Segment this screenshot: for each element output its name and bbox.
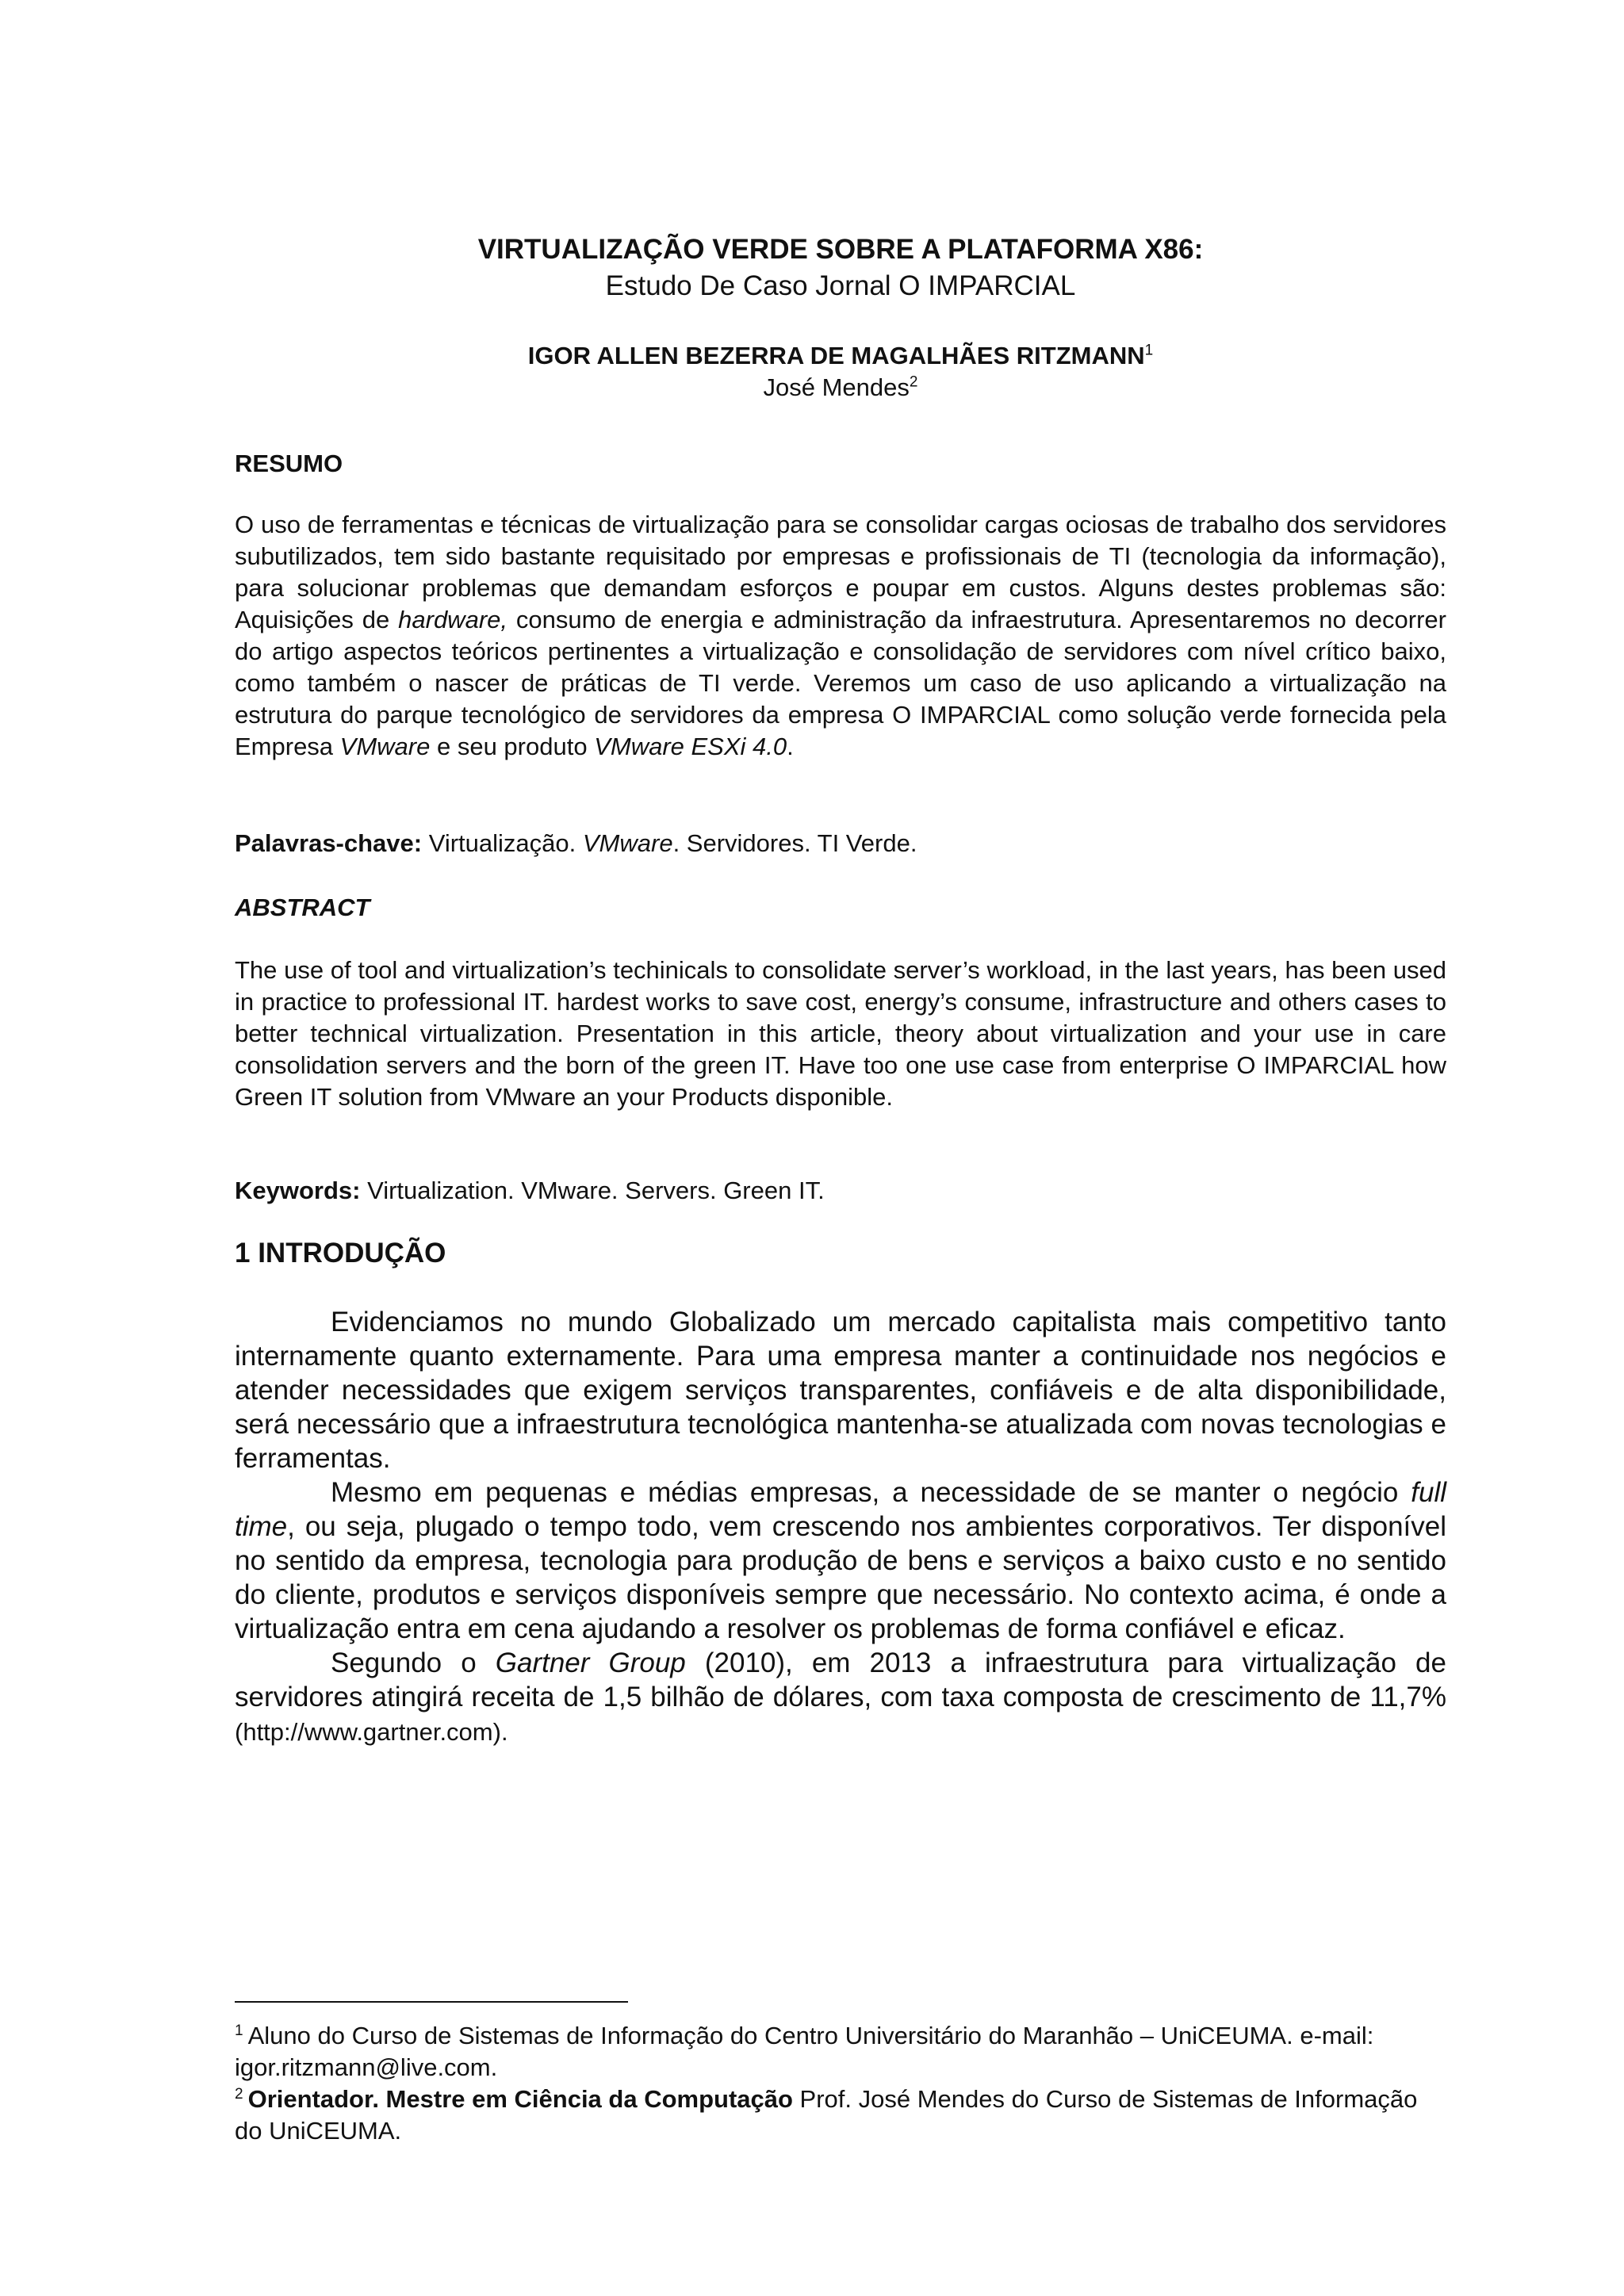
- introducao-citation-url: (http://www.gartner.com).: [235, 1718, 508, 1746]
- introducao-paragraph-2: [235, 1475, 1446, 1646]
- abstract-paragraph: The use of tool and virtualization’s techinicals to consolidate server’s workload, in the last years, has been used in practice to professional IT. hardest works to save cost, energy’s consume, infrastructure and others cases to better technical virtualization. Presentation in this article, theory about virtualization and your use in care consolidation servers and the born of the green IT. Have too one use case from enterprise O IMPARCIAL how Green IT solution from VMware an your Products disponible.: [235, 956, 1446, 1111]
- footnote-1-text: Aluno do Curso de Sistemas de Informação do Centro Universitário do Maranhão – UniCEUMA. e-mail: igor.ritzmann@live.com.: [235, 2022, 1374, 2081]
- resumo-term-vmware: VMware: [339, 733, 431, 760]
- footnote-2-text: Prof. José Mendes do Curso de Sistemas de Informação do UniCEUMA.: [235, 2085, 1418, 2145]
- resumo-text: .: [787, 733, 794, 760]
- introducao-term-gartner: Gartner Group: [495, 1647, 686, 1678]
- keywords-text: Virtualization. VMware. Servers. Green IT.: [360, 1177, 825, 1204]
- introducao-text: Mesmo em pequenas e médias empresas, a necessidade de se manter o negócio: [331, 1477, 1411, 1508]
- author-line: [235, 339, 1446, 373]
- paper-title: VIRTUALIZAÇÃO VERDE SOBRE A PLATAFORMA X86:: [477, 234, 1204, 265]
- resumo-text: O uso de ferramentas e técnicas de virtualização para se consolidar cargas ociosas de trabalho dos servidores subutilizados, tem sido bastante requisitado por empresas e profissionais de TI (tecnologia da informação), para solucionar problemas que demandam esforços e poupar em custos. Alguns destes problemas são: Aquisições de: [235, 511, 1446, 633]
- section-heading-introducao: 1 INTRODUÇÃO: [235, 1238, 446, 1269]
- footnotes: [235, 2020, 1446, 2147]
- introducao-paragraph-3: [235, 1646, 1446, 1749]
- introducao-text: Segundo o: [331, 1647, 496, 1678]
- introducao-body: [235, 1305, 1446, 1749]
- resumo-text: consumo de energia e administração da infraestrutura. Apresentaremos no decorrer do artigo aspectos teóricos pertinentes a virtualização e consolidação de servidores com nível crítico baixo, como também o nascer de práticas de TI verde. Veremos um caso de uso aplicando a virtualização na estrutura do parque tecnológico de servidores da empresa O IMPARCIAL como solução verde fornecida pela Empresa: [235, 606, 1446, 760]
- introducao-paragraph-1: Evidenciamos no mundo Globalizado um mercado capitalista mais competitivo tanto internamente quanto externamente. Para uma empresa manter a continuidade nos negócios e atender necessidades que exigem serviços transparentes, confiáveis e de alta disponibilidade, será necessário que a infraestrutura tecnológica mantenha-se atualizada com novas tecnologias e ferramentas.: [235, 1307, 1446, 1474]
- coauthor-line: [235, 371, 1446, 404]
- paper-subtitle: Estudo De Caso Jornal O IMPARCIAL: [605, 270, 1076, 301]
- author-name: IGOR ALLEN BEZERRA DE MAGALHÃES RITZMANN: [527, 342, 1145, 369]
- palavras-chave-text: . Servidores. TI Verde.: [672, 829, 917, 857]
- author-footnote-mark: 1: [1144, 342, 1154, 359]
- footnote-divider: [235, 2001, 628, 2003]
- introducao-text: (2010), em 2013 a infraestrutura para virtualização de servidores atingirá receita de 1,5 bilhão de dólares, com taxa composta de crescimento de 11,7%: [235, 1647, 1446, 1712]
- footnote-2: [235, 2084, 1446, 2147]
- keywords-label: Keywords:: [235, 1177, 361, 1204]
- resumo-text: e seu produto: [430, 733, 595, 760]
- resumo-term-hardware: hardware,: [398, 606, 508, 633]
- coauthor-footnote-mark: 2: [909, 373, 918, 391]
- footnote-2-mark: 2: [235, 2085, 243, 2103]
- footnote-1: [235, 2020, 1446, 2084]
- palavras-chave-label: Palavras-chave:: [235, 829, 423, 857]
- introducao-term-fulltime: full time: [235, 1477, 1446, 1542]
- footnote-1-mark: 1: [235, 2022, 243, 2039]
- resumo-term-esxi: VMware ESXi 4.0: [594, 733, 787, 760]
- keywords-line: [235, 1175, 1446, 1207]
- palavras-chave-line: [235, 828, 1446, 859]
- resumo-paragraph: [235, 509, 1446, 763]
- palavras-chave-text: Virtualização.: [422, 829, 583, 857]
- resumo-heading: RESUMO: [235, 450, 343, 477]
- introducao-text: , ou seja, plugado o tempo todo, vem crescendo nos ambientes corporativos. Ter disponível no sentido da empresa, tecnologia para produção de bens e serviços a baixo custo e no sentido do cliente, produtos e serviços disponíveis sempre que necessário. No contexto acima, é onde a virtualização entra em cena ajudando a resolver os problemas de forma confiável e eficaz.: [235, 1511, 1446, 1644]
- abstract-heading: ABSTRACT: [235, 894, 370, 921]
- coauthor-name: José Mendes: [763, 373, 910, 401]
- palavras-chave-vmware: VMware: [582, 829, 673, 857]
- footnote-2-bold: Orientador. Mestre em Ciência da Computação: [247, 2085, 793, 2113]
